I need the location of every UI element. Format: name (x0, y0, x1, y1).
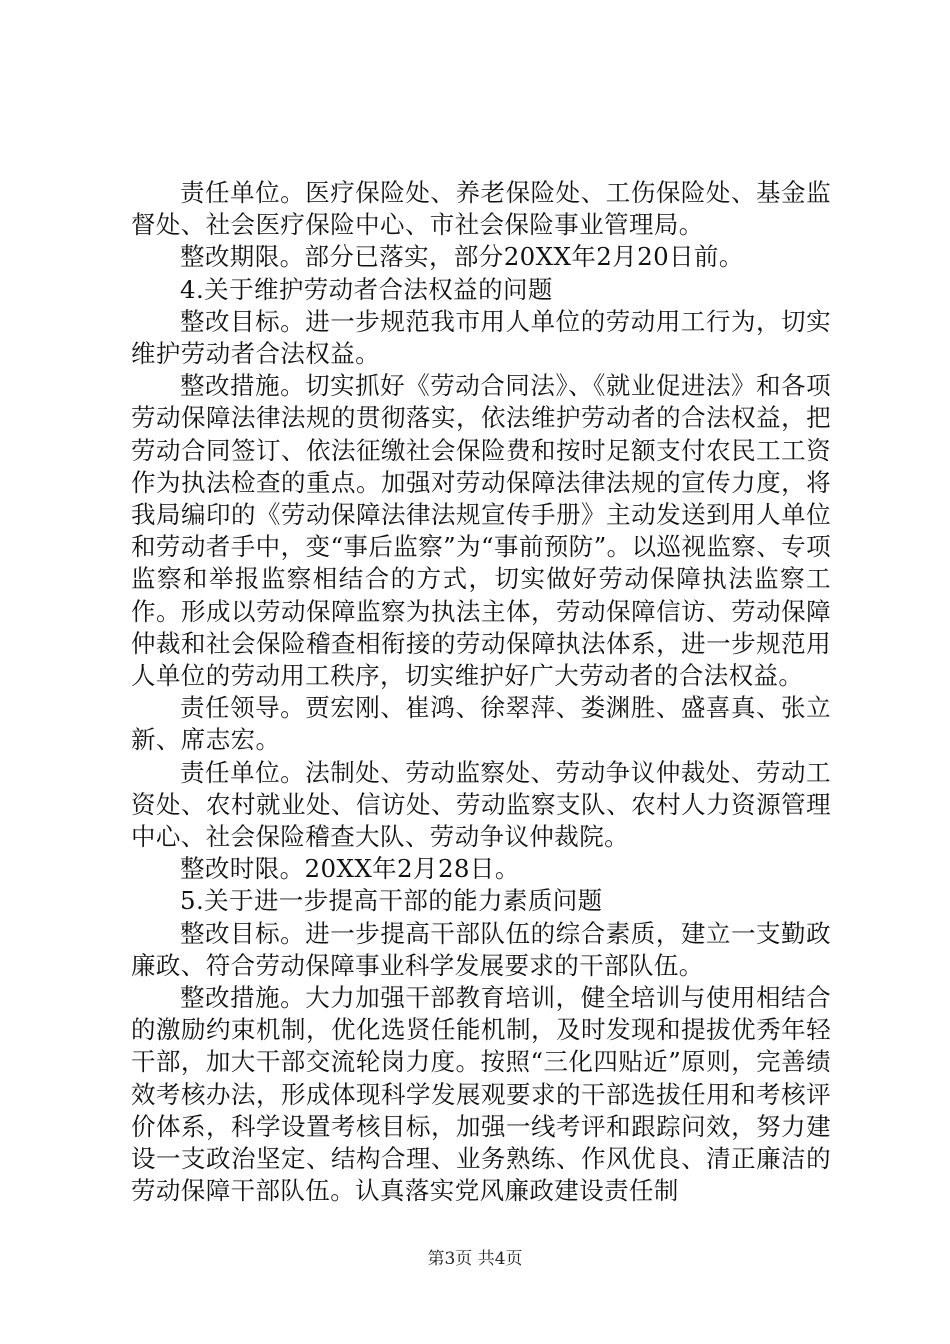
paragraph-measures-4: 整改措施。切实抓好《劳动合同法》、《就业促进法》和各项劳动保障法律法规的贯彻落实，依法维护劳动者的合法权益，把劳动合同签订、依法征缴社会保险费和按时足额支付农民工工资作为执法检查的重点。加强对劳动保障法律法规的宣传力度，将我局编印的《劳动保障法律法规宣传手册》主动发送到用人单位和劳动者手中，变“事后监察”为“事前预防”。以巡视监察、专项监察和举报监察相结合的方式，切实做好劳动保障执法监察工作。形成以劳动保障监察为执法主体，劳动保障信访、劳动保障仲裁和社会保险稽查相衔接的劳动保障执法体系，进一步规范用人单位的劳动用工秩序，切实维护好广大劳动者的合法权益。 (131, 371, 831, 691)
paragraph-responsible-units-4: 责任单位。法制处、劳动监察处、劳动争议仲裁处、劳动工资处、农村就业处、信访处、劳动监察支队、农村人力资源管理中心、社会保险稽查大队、劳动争议仲裁院。 (131, 757, 831, 852)
paragraph-deadline-1: 整改期限。部分已落实，部分20XX年2月20日前。 (180, 242, 744, 272)
paragraph-deadline-4: 整改时限。20XX年2月28日。 (180, 854, 520, 884)
paragraph-goal-5: 整改目标。进一步提高干部队伍的综合素质，建立一支勤政廉政、符合劳动保障事业科学发展要求的干部队伍。 (131, 918, 831, 980)
section-heading-5: 5.关于进一步提高干部的能力素质问题 (180, 886, 603, 916)
paragraph-measures-5: 整改措施。大力加强干部教育培训，健全培训与使用相结合的激励约束机制，优化选贤任能机制，及时发现和提拔优秀年轻干部，加大干部交流轮岗力度。按照“三化四贴近”原则，完善绩效考核办法，形成体现科学发展观要求的干部选拔任用和考核评价体系，科学设置考核目标，加强一线考评和跟踪问效，努力建设一支政治坚定、结构合理、业务熟练、作风优良、清正廉洁的劳动保障干部队伍。认真落实党风廉政建设责任制 (131, 983, 831, 1206)
paragraph-leaders-4: 责任领导。贾宏刚、崔鸿、徐翠萍、娄渊胜、盛喜真、张立新、席志宏。 (131, 693, 831, 755)
paragraph-responsible-units-1: 责任单位。医疗保险处、养老保险处、工伤保险处、基金监督处、社会医疗保险中心、市社会保险事业管理局。 (131, 178, 831, 240)
document-body (131, 177, 831, 1208)
section-heading-4: 4.关于维护劳动者合法权益的问题 (180, 274, 553, 304)
page-number-footer: 第3页 共4页 (427, 1249, 523, 1269)
paragraph-goal-4: 整改目标。进一步规范我市用人单位的劳动用工行为，切实维护劳动者合法权益。 (131, 306, 831, 369)
